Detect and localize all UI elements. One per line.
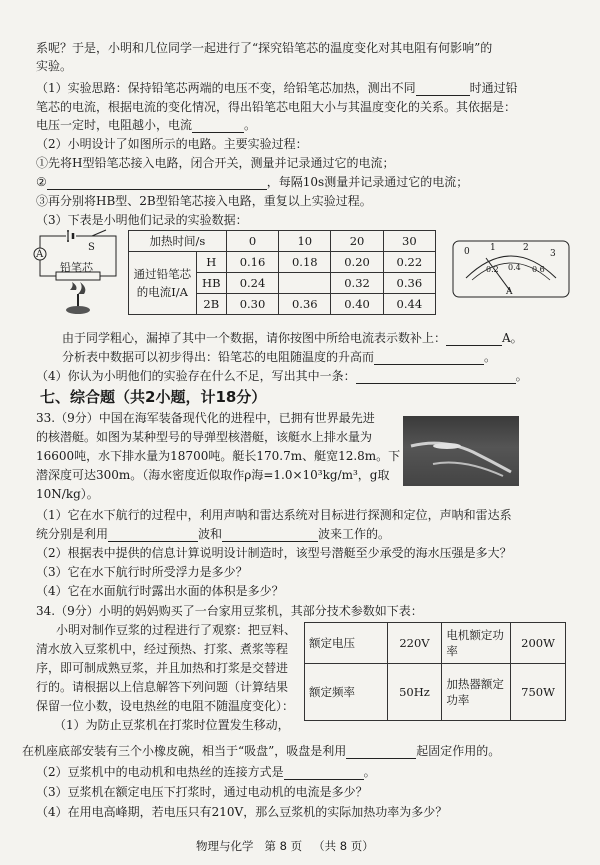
text-line [22, 743, 500, 759]
text-line [36, 526, 390, 542]
table-cell: 50Hz [387, 664, 442, 721]
text-segment: 。 [363, 765, 376, 779]
answer-blank[interactable] [374, 351, 484, 365]
text-line: 小明对制作豆浆的过程进行了观察：把豆料、 [56, 623, 297, 637]
scale-bottom-label: 0.6 [532, 265, 545, 274]
text-line: （2）根据表中提供的信息计算说明设计制造时，该型号潜艇至少承受的海水压强是多大？ [36, 546, 512, 560]
text-line: 潜深度可达300m。（海水密度近似取作ρ海=1.0×10³kg/m³，g取 [36, 468, 390, 482]
table-cell: 电机额定功率 [442, 623, 511, 664]
table-row-label: 通过铅笔芯的电流I/A [129, 252, 197, 315]
table-row [305, 664, 566, 721]
text-line: ①先将H型铅笔芯接入电路，闭合开关，测量并记录通过它的电流； [36, 156, 395, 170]
text-segment: 波来工作的。 [318, 527, 391, 541]
text-segment: 统分别是利用 [36, 527, 109, 541]
answer-blank[interactable] [47, 176, 267, 190]
table-cell: 额定电压 [305, 623, 388, 664]
table-row [129, 252, 436, 273]
answer-blank[interactable] [108, 528, 198, 542]
ammeter-symbol: A [36, 249, 44, 260]
text-line: （1）为防止豆浆机在打浆时位置发生移动， [54, 718, 290, 732]
table-cell: 0.40 [331, 294, 383, 315]
table-cell: 0.44 [383, 294, 435, 315]
text-segment: （1）实验思路：保持铅笔芯两端的电压不变，给铅笔芯加热，测出不同 [36, 81, 416, 95]
scale-bottom-label: 0.4 [508, 263, 521, 272]
text-line: 清水放入豆浆机中，经过预热、打浆、煮浆等程 [36, 642, 289, 656]
table-cell: 2B [196, 294, 226, 315]
table-cell: 750W [511, 664, 566, 721]
answer-blank[interactable] [222, 528, 318, 542]
table-cell: 额定频率 [305, 664, 388, 721]
text-line: 序，即可制成熟豆浆，并且加热和打浆是交替进 [36, 661, 289, 675]
text-segment: 在机座底部安装有三个小橡皮碗，相当于“吸盘”，吸盘是利用 [22, 744, 347, 758]
submarine-photo [403, 416, 519, 486]
text-line [36, 368, 528, 384]
spec-table [304, 622, 566, 721]
text-line: 笔芯的电流，根据电流的变化情况，得出铅笔芯电阻大小与其温度变化的关系。其依据是： [36, 100, 517, 114]
text-line: 行的。请根据以上信息解答下列问题（计算结果 [36, 680, 289, 694]
text-line: 10N/kg）。 [36, 487, 99, 501]
text-segment: 。 [244, 118, 257, 132]
table-cell: 0.24 [226, 273, 278, 294]
answer-blank[interactable] [416, 82, 470, 96]
answer-blank[interactable] [346, 745, 416, 759]
text-line: （1）它在水下航行的过程中，利用声呐和雷达系统对目标进行探测和定位，声呐和雷达系 [36, 508, 512, 522]
text-line: 33.（9分）中国在海军装备现代化的进程中，已拥有世界最先进 [36, 411, 375, 425]
table-cell: 200W [511, 623, 566, 664]
table-header: 20 [331, 231, 383, 252]
answer-blank[interactable] [192, 119, 244, 133]
submarine-image [403, 416, 519, 486]
text-segment: 波和 [198, 527, 223, 541]
text-line: 保留一位小数，设电热丝的电阻不随温度变化）： [36, 699, 295, 713]
table-row [305, 623, 566, 664]
table-cell: 0.20 [331, 252, 383, 273]
table-cell: HB [196, 273, 226, 294]
text-line: （3）豆浆机在额定电压下打浆时，通过电动机的电流是多少？ [36, 785, 368, 799]
table-cell: 0.18 [279, 252, 331, 273]
text-line [36, 117, 256, 133]
text-segment: 。 [484, 350, 497, 364]
text-segment: ，每隔10s测量并记录通过它的电流； [266, 175, 469, 189]
footer-page: 第 8 页 [264, 839, 303, 853]
text-segment: 起固定作用的。 [416, 744, 501, 758]
scale-top-label: 1 [490, 243, 496, 253]
text-line: 16600吨，水下排水量为18700吨。艇长170.7m、艇宽12.8m。下 [36, 449, 401, 463]
table-cell: 0.22 [383, 252, 435, 273]
text-segment: 由于同学粗心，漏掉了其中一个数据，请你按图中所给电流表示数补上： [62, 331, 447, 345]
text-line [36, 174, 468, 190]
text-line [36, 80, 518, 96]
answer-blank[interactable] [446, 332, 502, 346]
text-line: （4）它在水面航行时露出水面的体积是多少？ [36, 584, 284, 598]
text-line: 的核潜艇。如图为某种型号的导弹型核潜艇，该艇水上排水量为 [36, 430, 373, 444]
pencil-lead-label: 铅笔芯 [60, 261, 93, 274]
text-segment: （2）豆浆机中的电动机和电热丝的连接方式是 [36, 765, 284, 779]
text-line: ③再分别将HB型、2B型铅笔芯接入电路，重复以上实验过程。 [36, 194, 372, 208]
answer-blank[interactable] [356, 370, 516, 384]
scale-bottom-label: 0.2 [486, 265, 499, 274]
table-cell: 加热器额定功率 [442, 664, 511, 721]
footer-total: （共 8 页） [313, 839, 374, 853]
table-cell: H [196, 252, 226, 273]
text-line: 系呢？于是，小明和几位同学一起进行了“探究铅笔芯的温度变化对其电阻有何影响”的 [36, 41, 493, 55]
table-cell: 0.32 [331, 273, 383, 294]
scale-top-label: 0 [464, 247, 470, 257]
page-footer [196, 838, 374, 854]
footer-subject: 物理与化学 [196, 839, 254, 853]
text-line: （2）小明设计了如图所示的电路。主要实验过程： [36, 137, 308, 151]
text-segment: 。 [515, 369, 528, 383]
text-segment: 时通过铅 [469, 81, 518, 95]
table-header: 10 [279, 231, 331, 252]
table-header: 30 [383, 231, 435, 252]
table-cell: 0.36 [279, 294, 331, 315]
text-segment: 分析表中数据可以初步得出：铅笔芯的电阻随温度的升高而 [62, 350, 375, 364]
table-header: 加热时间/s [129, 231, 227, 252]
table-cell: 220V [387, 623, 442, 664]
table-row [129, 231, 436, 252]
text-line: （3）它在水下航行时所受浮力是多少？ [36, 565, 248, 579]
meter-unit: A [506, 287, 513, 297]
text-line: （3）下表是小明他们记录的实验数据： [36, 213, 248, 227]
text-line: （4）在用电高峰期，若电压只有210V，那么豆浆机的实际加热功率为多少？ [36, 805, 448, 819]
text-line: 34.（9分）小明的妈妈购买了一台家用豆浆机，其部分技术参数如下表： [36, 604, 423, 618]
scale-top-label: 3 [550, 249, 556, 259]
table-cell-missing[interactable] [279, 273, 331, 294]
switch-label: S [88, 242, 95, 253]
text-segment: ② [36, 175, 47, 189]
text-line: 实验。 [36, 59, 73, 73]
text-line [36, 764, 376, 780]
scale-top-label: 2 [523, 243, 529, 253]
answer-blank[interactable] [284, 766, 364, 780]
table-cell: 0.16 [226, 252, 278, 273]
text-segment: A。 [502, 331, 523, 345]
section-heading: 七、综合题（共2小题，计18分） [40, 388, 267, 406]
text-line [62, 330, 523, 346]
data-table [128, 230, 436, 315]
table-header: 0 [226, 231, 278, 252]
table-cell: 0.36 [383, 273, 435, 294]
text-line [62, 349, 496, 365]
text-segment: 电压一定时，电阻越小，电流 [36, 118, 193, 132]
table-cell: 0.30 [226, 294, 278, 315]
text-segment: （4）你认为小明他们的实验存在什么不足，写出其中一条： [36, 369, 356, 383]
